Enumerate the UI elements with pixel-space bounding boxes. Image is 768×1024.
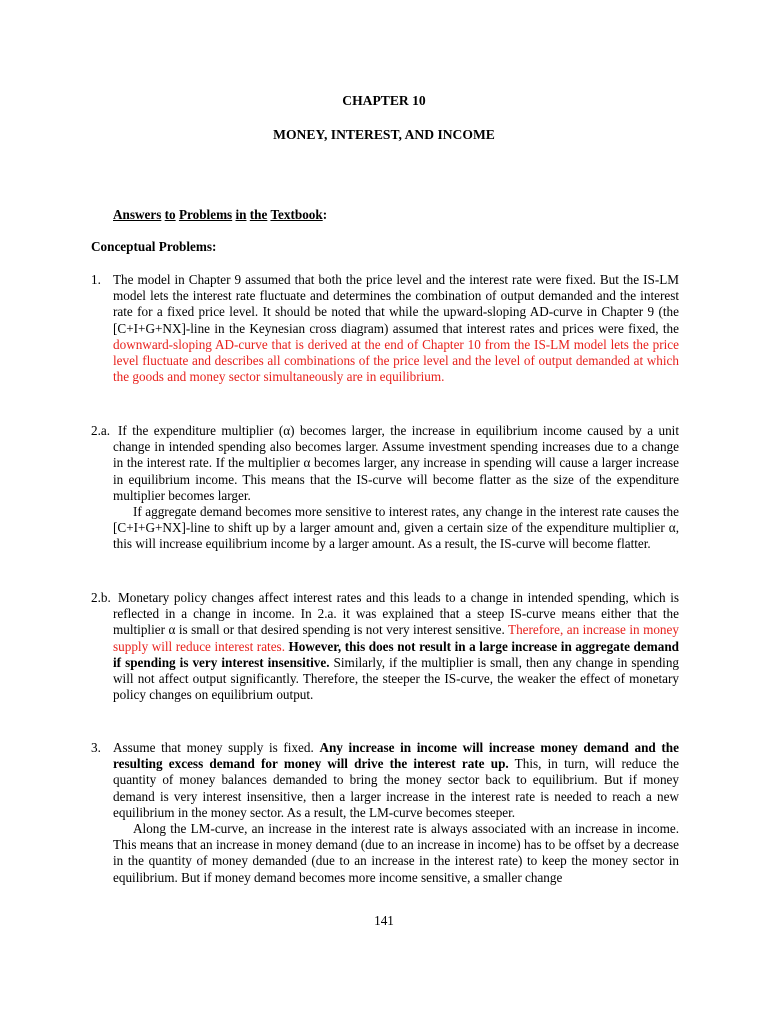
- problem-number: 1.: [91, 272, 101, 287]
- chapter-label: CHAPTER 10: [342, 93, 426, 108]
- page-number: 141: [374, 913, 394, 928]
- conceptual-problems-heading: Conceptual Problems:: [91, 239, 217, 254]
- chapter-title: MONEY, INTEREST, AND INCOME: [273, 127, 495, 142]
- highlighted-text: downward-sloping AD-curve that is derived at the end of Chapter 10 from the IS-LM model lets the price level fluctuate and describes all combinations of the price level and the level of output demanded at which the goods and money sector simultaneously are in equilibrium.: [113, 336, 679, 385]
- problem-number: 2.a.: [91, 423, 111, 438]
- problem-text: If the expenditure multiplier (α) becomes larger, the increase in equilibrium income caused by a unit change in intended spending also becomes larger. Assume investment spending increases due to a change in the interest rate. If the multiplier α becomes larger, any increase in spending will cause a larger increase in equilibrium income. This means that the IS-curve will become flatter as the size of the expenditure multiplier becomes larger. If aggregate demand becomes more sensitive to interest rates, any change in the interest rate causes the [C+I+G+NX]-line to shift up by a larger amount and, given a certain size of the expenditure multiplier α, this will increase equilibrium income by a larger amount. As a result, the IS-curve will become flatter.: [113, 423, 679, 552]
- bold-text: Any increase in income will increase money demand and the resulting excess demand for money will drive the interest rate up.: [113, 740, 679, 772]
- problem-2b: [91, 590, 679, 703]
- problem-text: Assume that money supply is fixed. Any increase in income will increase money demand and the resulting excess demand for money will drive the interest rate up. This, in turn, will reduce the quantity of money balances demanded to bring the money sector back to equilibrium. But if money demand is very interest insensitive, then a larger increase in the interest rate is needed to reach a new equilibrium in the money sector. As a result, the LM-curve becomes steeper. Along the LM-curve, an increase in the interest rate is always associated with an increase in income. This means that an increase in money demand (due to an increase in income) has to be offset by a decrease in the quantity of money demanded (due to an increase in the interest rate) to keep the money sector in equilibrium. But if money demand becomes more income sensitive, a smaller change: [113, 740, 679, 885]
- problem-number: 3.: [91, 740, 101, 755]
- highlighted-text: Therefore, an increase in money supply will reduce interest rates.: [113, 622, 679, 654]
- problem-text: The model in Chapter 9 assumed that both the price level and the interest rate were fixed. But the IS-LM model lets the interest rate fluctuate and determines the combination of output demanded and the interest rate for a fixed price level. It should be noted that while the upward-sloping AD-curve in Chapter 9 (the [C+I+G+NX]-line in the Keynesian cross diagram) assumed that interest rates and prices were fixed, the downward-sloping AD-curve that is derived at the end of Chapter 10 from the IS-LM model lets the price level fluctuate and describes all combinations of the price level and the level of output demanded at which the goods and money sector simultaneously are in equilibrium.: [113, 272, 679, 385]
- problem-1: [91, 272, 679, 385]
- problem-2a: [91, 423, 679, 553]
- bold-text: However, this does not result in a large increase in aggregate demand if spending is very interest insensitive.: [113, 638, 679, 670]
- problem-text: Monetary policy changes affect interest rates and this leads to a change in intended spending, which is reflected in a change in income. In 2.a. it was explained that a steep IS-curve means either that the multiplier α is small or that desired spending is not very interest sensitive. Therefore, an increase in money supply will reduce interest rates. However, this does not result in a large increase in aggregate demand if spending is very interest insensitive. Similarly, if the multiplier is small, then any change in spending will not affect output significantly. Therefore, the steeper the IS-curve, the weaker the effect of monetary policy changes on equilibrium output.: [113, 590, 680, 703]
- problem-3: [91, 740, 679, 886]
- problem-number: 2.b.: [91, 590, 111, 605]
- answers-heading: Answers to Problems in the Textbook:: [113, 207, 328, 222]
